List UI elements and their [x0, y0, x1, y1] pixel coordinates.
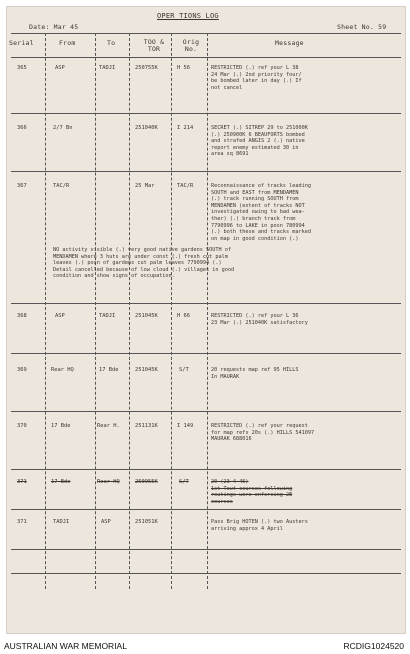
entry-message: RESTRICTED (.) ref your L 36 23 Mar (.) 251040K satisfactory [211, 313, 308, 326]
entry-serial: 370 [17, 423, 27, 429]
entry-too-tor: 251040K [135, 125, 158, 131]
entry-from: ASP [55, 313, 65, 319]
entry-from: 17 Bde [51, 479, 71, 485]
entry-orig-no: TAC/R [177, 183, 194, 189]
entry-too-tor: 251045K [135, 367, 158, 373]
entry-too-tor: 251131K [135, 423, 158, 429]
col-orig-no: Orig No. [182, 38, 200, 53]
col-divider [207, 33, 208, 589]
entry-serial: 366 [17, 125, 27, 131]
entry-orig-no: S/T [179, 367, 189, 373]
entry-orig-no: S/T [179, 479, 189, 485]
row-rule [11, 573, 401, 574]
entry-to: TADJI [99, 313, 116, 319]
entry-too-tor: 251051K [135, 519, 158, 525]
entry-message: RESTRICTED (.) ref your request for map refs 20s (.) HILLS 541097 MAURAK 688016 [211, 423, 315, 443]
row-rule [11, 509, 401, 510]
entry-serial: 371 [17, 519, 27, 525]
entry-message: 20 (23-4-45) 1st Tout courses following routings were enforcing 2E courses [211, 479, 293, 505]
row-rule [11, 113, 401, 114]
entry-serial: 369 [17, 367, 27, 373]
archive-name: AUSTRALIAN WAR MEMORIAL [4, 641, 127, 651]
archive-reference: RCDIG1024520 [343, 641, 404, 651]
row-rule [11, 411, 401, 412]
entry-message: Pass Brig HOTEN (.) two Austers arriving approx 4 April [211, 519, 308, 532]
col-to: To [107, 39, 116, 47]
entry-from: ASP [55, 65, 65, 71]
col-divider [129, 33, 130, 589]
entry-orig-no: H 56 [177, 65, 190, 71]
col-divider [45, 33, 46, 589]
entry-message: 20 requests map ref 95 HILLS In MAURAK [211, 367, 299, 380]
entry-message: SECRET (.) SITREP 29 to 251000K (.) 250900K 6 BEAUFORTS bombed and strafed ANGIS 2 (.) native report enemy estimated 30 in area sq 8691 [211, 125, 308, 158]
entry-message: Reconnaissance of tracks leading SOUTH and EAST from MENDAMEN (.) track running SOUTH from MENDAMEN (extent of tracks NOT investigated owing to bad wea- ther) (.) branch track from 7790996 to LAKE in posn 780994 (.) both these and tracks marked on map in good condition (.) [211, 183, 311, 242]
entry-serial: 365 [17, 65, 27, 71]
col-message: Message [275, 39, 304, 47]
entry-too-tor: 25 Mar [135, 183, 155, 189]
col-divider [95, 33, 96, 589]
row-rule [11, 353, 401, 354]
col-from: From [59, 39, 76, 47]
entry-to: 17 Bde [99, 367, 119, 373]
entry-from: Rear HQ [51, 367, 74, 373]
log-title: OPER TIONS LOG [157, 12, 219, 20]
entry-from: 17 Bde [51, 423, 71, 429]
log-date: Date: Mar 45 [29, 23, 79, 31]
entry-too-tor: 250755K [135, 65, 158, 71]
entry-orig-no: I 149 [177, 423, 194, 429]
header-rule-bottom [11, 57, 401, 58]
entry-serial: 367 [17, 183, 27, 189]
entry-from: TAC/R [53, 183, 70, 189]
row-rule [11, 469, 401, 470]
col-serial: Serial [9, 39, 34, 47]
entry-serial: 368 [17, 313, 27, 319]
archive-footer [0, 638, 410, 654]
entry-orig-no: I 214 [177, 125, 194, 131]
entry-message-continued: NO activity visible (.) very good native gardens SOUTH of MENDAMEN where 3 huts are under const (.) fresh cut palm leaves (.) posn of gardens cut palm leaves 7790994 (.) Detail cancelled because of low cloud (.) villages in good condition and show signs of occupation. [53, 247, 235, 280]
entry-from: TADJI [53, 519, 70, 525]
entry-too-tor: 250955K [135, 479, 158, 485]
entry-to: TADJI [99, 65, 116, 71]
col-too-tor: TOO & TOR [143, 38, 165, 53]
sheet-number: Sheet No. 59 [337, 23, 387, 31]
entry-to: ASP [101, 519, 111, 525]
header-rule-top [11, 33, 401, 34]
log-sheet [6, 6, 406, 634]
row-rule [11, 549, 401, 550]
row-rule [11, 303, 401, 304]
entry-too-tor: 251045K [135, 313, 158, 319]
entry-message: RESTRICTED (.) ref your L 38 24 Mar (.) 2nd priority four/ be bombed later in day (.) If not cancel [211, 65, 302, 91]
col-divider [171, 33, 172, 589]
row-rule [11, 171, 401, 172]
entry-orig-no: H 66 [177, 313, 190, 319]
entry-from: 2/7 Bn [53, 125, 73, 131]
entry-to: Rear HQ [97, 479, 120, 485]
entry-to: Rear H. [97, 423, 120, 429]
entry-serial: 371 [17, 479, 27, 485]
